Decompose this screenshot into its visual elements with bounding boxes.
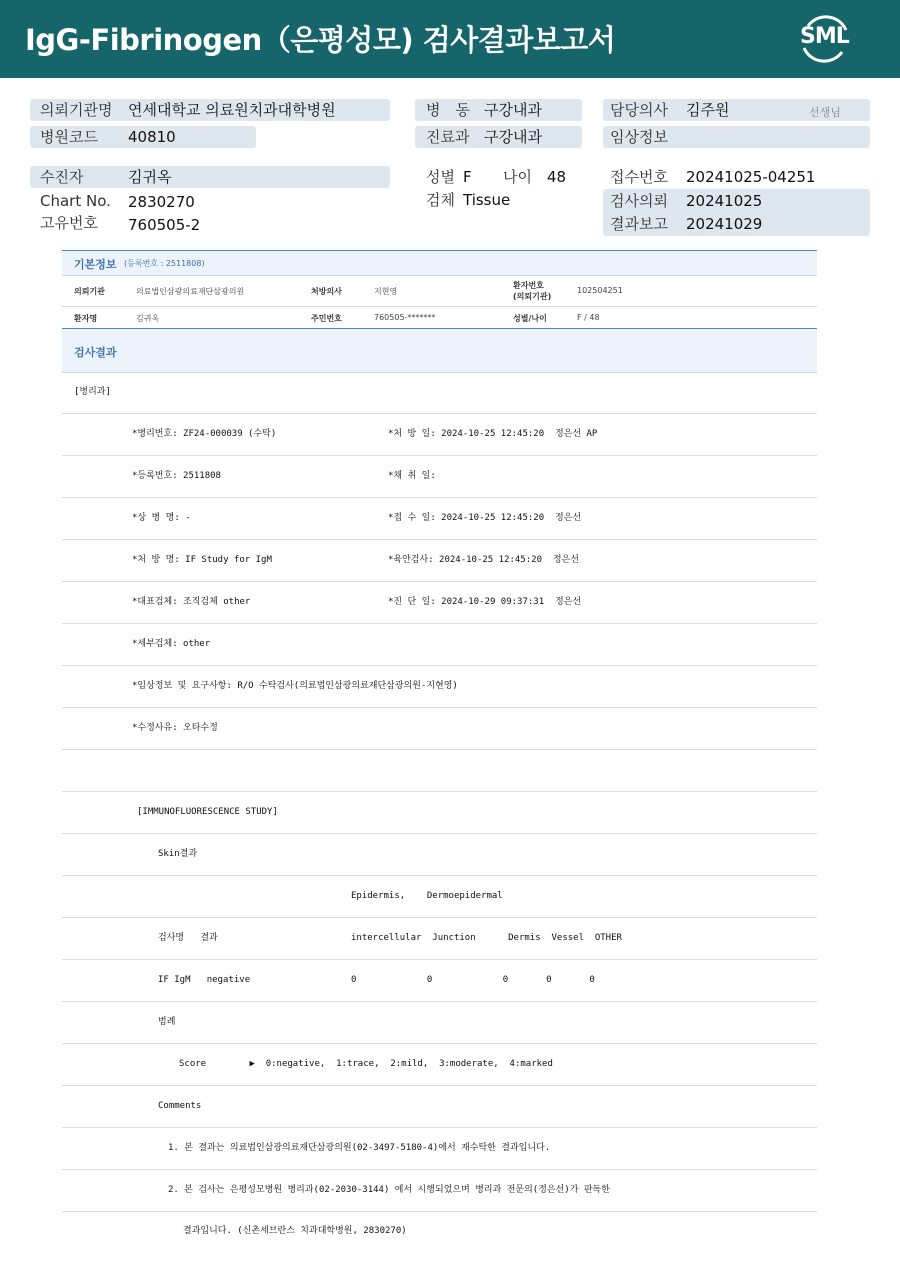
- age-label: 나이: [503, 168, 532, 186]
- table-header-test: 검사명 결과: [158, 933, 218, 943]
- sub-specimen-line: *세부검체: other: [132, 639, 211, 649]
- table-row-igm-values: 0 0 0 0 0: [351, 975, 595, 985]
- comment-1: 1. 본 결과는 의료법인삼광의료재단삼광의원(02-3497-5180-4)에서 재수탁한 결과입니다.: [168, 1143, 551, 1153]
- dept-label: 진료과: [426, 128, 470, 146]
- dept-value: 구강내과: [484, 128, 542, 146]
- logo-text: SML: [800, 24, 849, 49]
- score-legend: Score ▶ 0:negative, 1:trace, 2:mild, 3:moderate, 4:marked: [179, 1059, 553, 1069]
- resident-no-key: 주민번호: [311, 314, 342, 323]
- table-row-igm: IF IgM negative: [158, 975, 251, 985]
- resident-no-value: 760505-*******: [374, 313, 436, 322]
- chart-label: Chart No.: [40, 192, 111, 210]
- clinical-request-line: *임상정보 및 요구사항: R/O 수탁검사(의료법인삼광의료재단삼광의원-지현영): [132, 681, 458, 691]
- diagnosis-name-line: *상 병 명: -: [132, 513, 191, 523]
- doctor-value: 김주원: [686, 101, 730, 119]
- hospital-code-label: 병원코드: [40, 128, 98, 146]
- comment-2-continued: 결과입니다. (신촌세브란스 치과대학병원, 2830270): [183, 1226, 407, 1236]
- sex-value: F: [463, 168, 472, 186]
- doctor-label: 담당의사: [610, 101, 668, 119]
- order-name-line: *처 방 명: IF Study for IgM: [132, 555, 272, 565]
- age-value: 48: [547, 168, 567, 186]
- uid-label: 고유번호: [40, 214, 98, 232]
- collection-date-line: *채 취 일:: [388, 471, 436, 481]
- if-study-title: [IMMUNOFLUORESCENCE STUDY]: [137, 807, 278, 817]
- basic-info-title: 기본정보: [74, 258, 117, 271]
- hospital-code-value: 40810: [128, 128, 176, 146]
- requester-value: 의료법인삼광의료재단삼광의원: [136, 287, 245, 296]
- receipt-label: 접수번호: [610, 168, 668, 186]
- ward-value: 구강내과: [484, 101, 542, 119]
- ward-label: 병 동: [426, 101, 470, 119]
- main-specimen-line: *대표검체: 조직검체 other: [132, 597, 251, 607]
- report-header: [0, 0, 900, 78]
- sex-age-value: F / 48: [577, 313, 600, 322]
- sex-age-key: 성별/나이: [513, 314, 547, 323]
- requester-key: 의뢰기관: [74, 287, 105, 296]
- patient-label: 수진자: [40, 168, 84, 186]
- patient-name-key: 환자명: [74, 314, 98, 323]
- result-header: [62, 328, 817, 373]
- doctor-suffix: 선생님: [809, 106, 841, 119]
- gross-exam-line: *육안검사: 2024-10-25 12:45:20 정은선: [388, 555, 579, 565]
- pathology-no-line: *병리번호: ZF24-000039 (수탁): [132, 429, 277, 439]
- registration-no-line: *등록번호: 2511808: [132, 471, 221, 481]
- report-title: IgG-Fibrinogen（은평성모) 검사결과보고서: [25, 23, 616, 57]
- comments-label: Comments: [158, 1101, 202, 1111]
- chart-value: 2830270: [128, 193, 195, 211]
- table-header-top: Epidermis, Dermoepidermal: [351, 891, 503, 901]
- patient-no-key-sub: (의뢰기관): [513, 292, 552, 301]
- patient-no-key: 환자번호: [513, 281, 544, 290]
- patient-row: [30, 166, 390, 188]
- basic-info-row-2: [62, 307, 817, 327]
- basic-info-subtitle: (등록번호 : 2511808): [124, 259, 205, 268]
- clinical-label: 임상정보: [610, 128, 668, 146]
- request-label: 검사의뢰: [610, 192, 668, 210]
- pathology-dept-line: [병리과]: [74, 387, 111, 397]
- result-title: 검사결과: [74, 346, 117, 359]
- diagnosis-date-line: *진 단 일: 2024-10-29 09:37:31 정은선: [388, 597, 582, 607]
- institution-value: 연세대학교 의료원치과대학병원: [128, 101, 336, 119]
- result-row: [62, 371, 817, 414]
- patient-no-value: 102504251: [577, 286, 623, 295]
- request-value: 20241025: [686, 192, 763, 210]
- table-header-columns: intercellular Junction Dermis Vessel OTHER: [351, 933, 622, 943]
- comment-2: 2. 본 검사는 은평성모병원 병리과(02-2030-3144) 에서 시행되었으며 병리과 전문의(정은선)가 판독한: [168, 1185, 610, 1195]
- receipt-date-line: *접 수 일: 2024-10-25 12:45:20 정은선: [388, 513, 582, 523]
- sex-label: 성별: [426, 168, 455, 186]
- patient-name-value: 김귀옥: [136, 314, 160, 323]
- prescriber-value: 지현영: [374, 287, 398, 296]
- report-date-value: 20241029: [686, 215, 763, 233]
- prescriber-key: 처방의사: [311, 287, 342, 296]
- basic-info-row-1: [62, 276, 817, 307]
- skin-result-label: Skin결과: [158, 849, 198, 859]
- uid-value: 760505-2: [128, 216, 201, 234]
- basic-info-header: [62, 251, 817, 276]
- receipt-value: 20241025-04251: [686, 168, 816, 186]
- order-date-line: *처 방 일: 2024-10-25 12:45:20 정은선 AP: [388, 429, 598, 439]
- revision-reason-line: *수정사유: 오타수정: [132, 723, 218, 733]
- report-date-label: 결과보고: [610, 215, 668, 233]
- institution-label: 의뢰기관명: [40, 101, 113, 119]
- specimen-value: Tissue: [463, 191, 511, 209]
- sml-logo: [796, 12, 854, 66]
- legend-label: 범례: [158, 1017, 176, 1027]
- result-row: [62, 749, 817, 792]
- specimen-label: 검체: [426, 191, 455, 209]
- patient-value: 김귀옥: [128, 168, 172, 186]
